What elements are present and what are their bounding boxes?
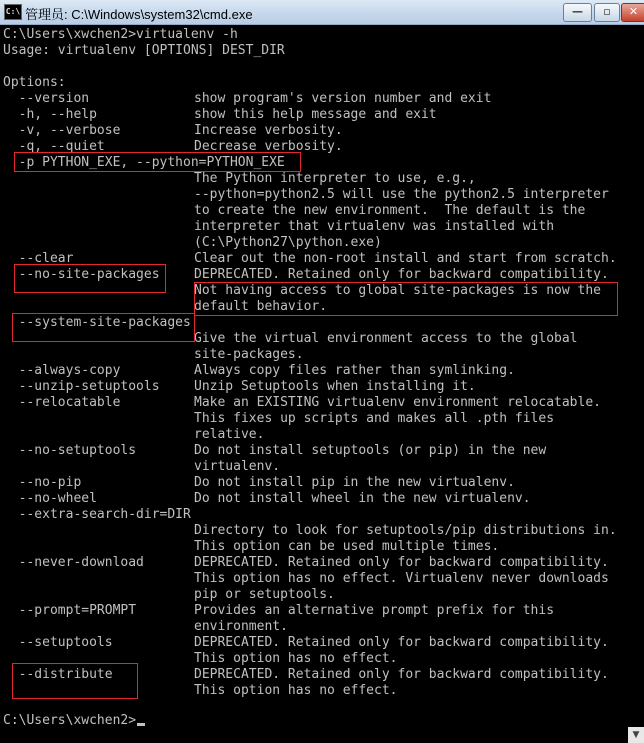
option-flag: --relocatable (3, 395, 121, 410)
option-description: Do not install setuptools (or pip) in the new (194, 443, 547, 458)
option-description: virtualenv. (194, 459, 281, 474)
close-button[interactable]: ✕ (621, 3, 644, 22)
option-description: This option has no effect. (194, 683, 398, 698)
option-description: environment. (194, 619, 288, 634)
option-description: Do not install pip in the new virtualenv. (194, 475, 515, 490)
option-flag: --extra-search-dir=DIR (3, 507, 191, 522)
scroll-down-arrow-icon[interactable]: ▼ (628, 727, 644, 743)
option-flag: --clear (3, 251, 74, 266)
option-description: pip or setuptools. (194, 587, 335, 602)
option-flag: --system-site-packages (3, 315, 191, 330)
option-description: Provides an alternative prompt prefix for this (194, 603, 555, 618)
option-flag: -v, --verbose (3, 123, 121, 138)
option-flag: --setuptools (3, 635, 113, 650)
option-description: Unzip Setuptools when installing it. (194, 379, 476, 394)
option-description: DEPRECATED. Retained only for backward compatibility. (194, 555, 609, 570)
option-flag: --no-setuptools (3, 443, 137, 458)
option-description: The Python interpreter to use, e.g., (194, 171, 476, 186)
option-description: Give the virtual environment access to the global (194, 331, 578, 346)
option-flag: --distribute (3, 667, 113, 682)
option-flag: --prompt=PROMPT (3, 603, 137, 618)
option-flag: --version (3, 91, 90, 106)
option-description: Make an EXISTING virtualenv environment relocatable. (194, 395, 601, 410)
final-prompt-text: C:\Users\xwchen2> (3, 713, 137, 728)
option-description: to create the new environment. The default is the (194, 203, 586, 218)
option-flag: --no-site-packages (3, 267, 160, 282)
option-description: This option has no effect. Virtualenv never downloads (194, 571, 609, 586)
option-flag: --unzip-setuptools (3, 379, 160, 394)
option-description: Not having access to global site-packages is now the (194, 283, 601, 298)
option-flag: --never-download (3, 555, 144, 570)
option-flag: --always-copy (3, 363, 121, 378)
console-output[interactable] (0, 25, 644, 743)
option-flag: -q, --quiet (3, 139, 105, 154)
option-flag: --no-wheel (3, 491, 97, 506)
prompt-command-line: C:\Users\xwchen2>virtualenv -h (3, 27, 238, 42)
option-description: Increase verbosity. (194, 123, 343, 138)
cmd-app-icon[interactable]: C:\ (4, 4, 22, 20)
option-description: interpreter that virtualenv was installed with (194, 219, 555, 234)
option-description: This fixes up scripts and makes all .pth files (194, 411, 555, 426)
option-description: Do not install wheel in the new virtualenv. (194, 491, 531, 506)
option-description: DEPRECATED. Retained only for backward compatibility. (194, 267, 609, 282)
maximize-button[interactable]: ▫ (594, 3, 620, 22)
option-description: Decrease verbosity. (194, 139, 343, 154)
option-description: This option has no effect. (194, 651, 398, 666)
title-bar[interactable] (0, 0, 644, 25)
option-flag: -p PYTHON_EXE, --python=PYTHON_EXE (3, 155, 285, 170)
option-description: This option can be used multiple times. (194, 539, 500, 554)
text-cursor (137, 723, 145, 726)
option-description: default behavior. (194, 299, 328, 314)
option-description: DEPRECATED. Retained only for backward compatibility. (194, 667, 609, 682)
options-header: Options: (3, 75, 66, 90)
option-description: relative. (194, 427, 265, 442)
usage-line: Usage: virtualenv [OPTIONS] DEST_DIR (3, 43, 285, 58)
option-description: show program's version number and exit (194, 91, 492, 106)
option-description: DEPRECATED. Retained only for backward compatibility. (194, 635, 609, 650)
option-description: show this help message and exit (194, 107, 437, 122)
option-description: Directory to look for setuptools/pip distributions in. (194, 523, 617, 538)
option-description: site-packages. (194, 347, 304, 362)
option-description: --python=python2.5 will use the python2.5 interpreter (194, 187, 609, 202)
option-flag: --no-pip (3, 475, 82, 490)
option-description: (C:\Python27\python.exe) (194, 235, 382, 250)
option-description: Clear out the non-root install and start from scratch. (194, 251, 617, 266)
option-description: Always copy files rather than symlinking. (194, 363, 515, 378)
final-prompt-line (3, 713, 145, 729)
window-title: 管理员: C:\Windows\system32\cmd.exe (25, 7, 253, 22)
option-flag: -h, --help (3, 107, 97, 122)
minimize-button[interactable]: — (563, 3, 592, 22)
